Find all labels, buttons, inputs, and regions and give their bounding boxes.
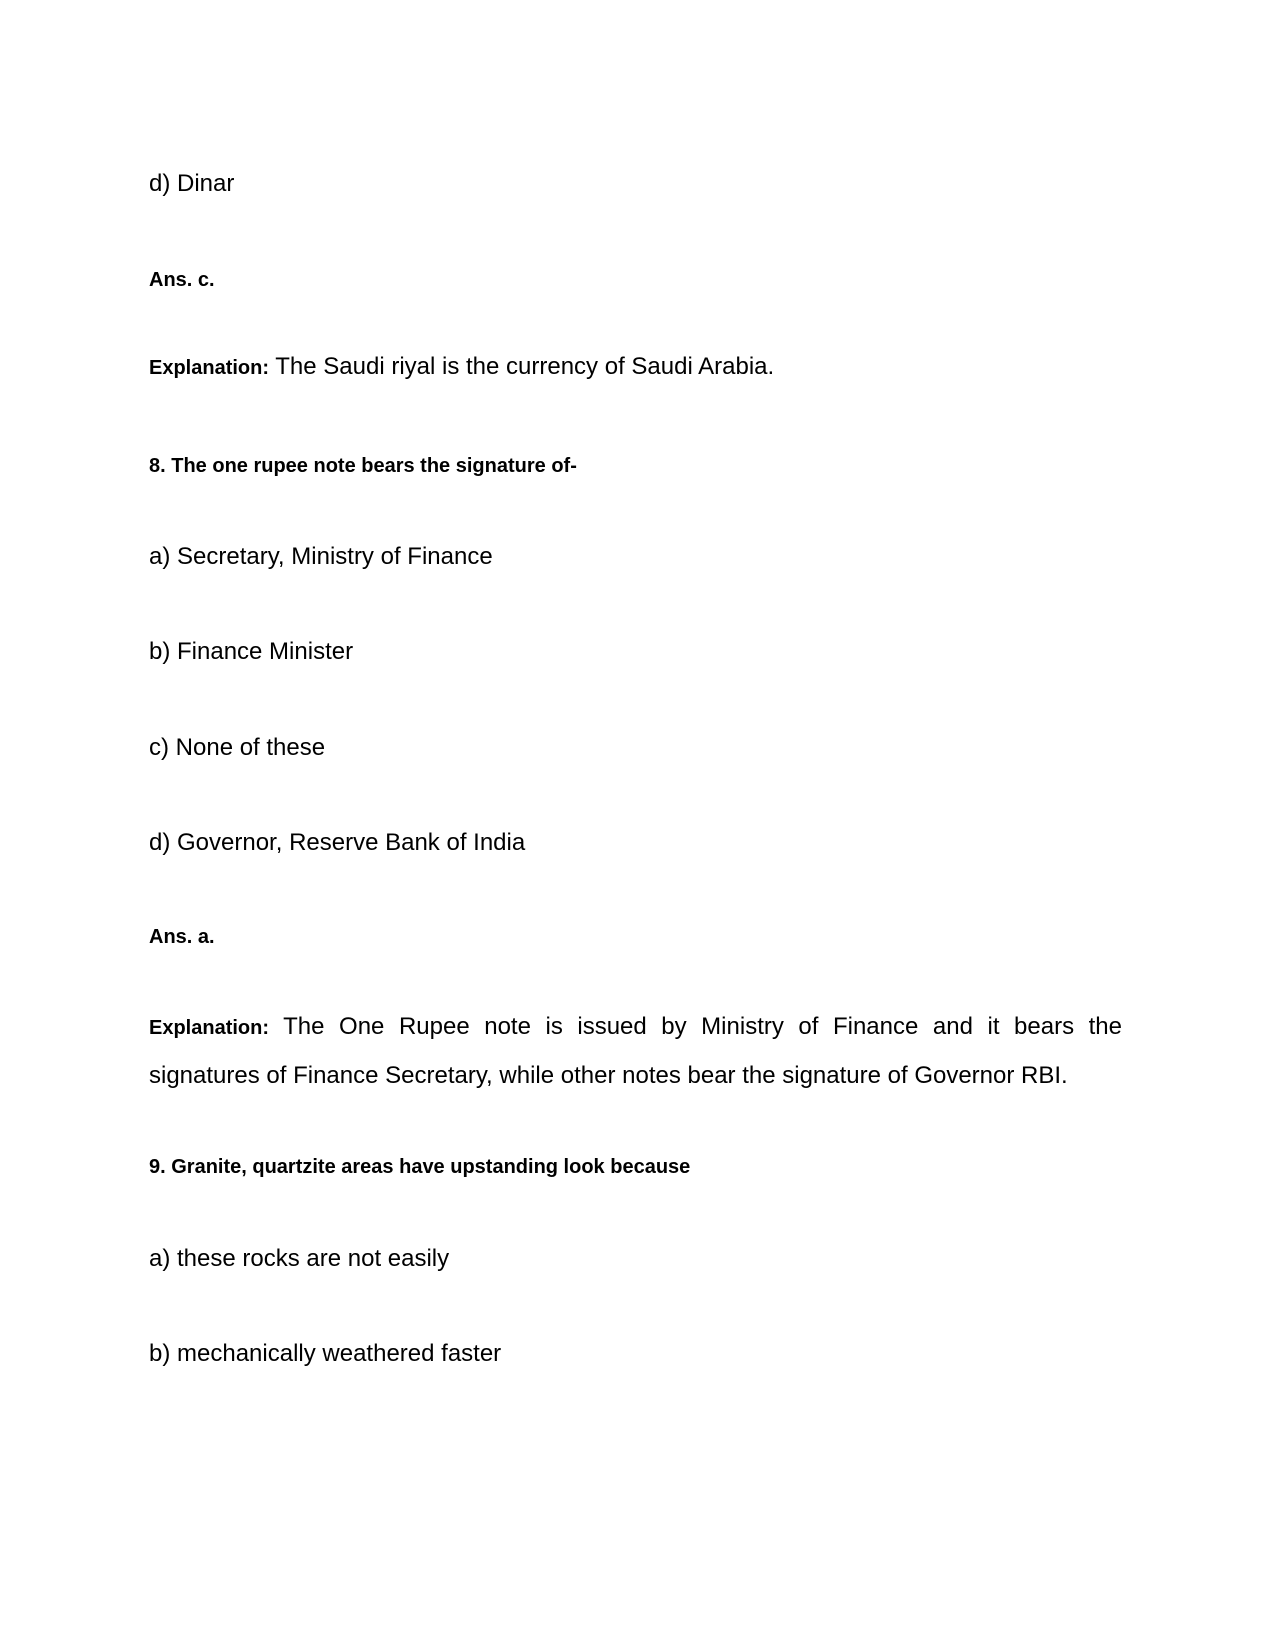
q9-option-a: a) these rocks are not easily (149, 1245, 450, 1272)
q8-option-a: a) Secretary, Ministry of Finance (149, 543, 493, 570)
explanation-text: The One Rupee note is issued by Ministry of Finance and it bears the signatures of Finance Secretary, while other notes bear the signature of Governor RBI. (149, 1013, 1122, 1089)
q8-question: 8. The one rupee note bears the signature of- (149, 455, 577, 477)
explanation-label: Explanation: (149, 357, 270, 379)
q8-answer: Ans. a. (149, 926, 215, 948)
q8-option-c: c) None of these (149, 734, 326, 761)
q7-option-d: d) Dinar (149, 170, 235, 197)
q7-answer: Ans. c. (149, 269, 215, 291)
explanation-label: Explanation: (149, 1017, 270, 1039)
q8-option-b: b) Finance Minister (149, 638, 354, 665)
explanation-text: The Saudi riyal is the currency of Saudi Arabia. (269, 353, 775, 380)
q9-option-b: b) mechanically weathered faster (149, 1340, 502, 1367)
q9-question: 9. Granite, quartzite areas have upstanding look because (149, 1156, 691, 1178)
q7-explanation (149, 353, 774, 381)
q8-explanation (149, 1003, 1122, 1099)
q8-option-d: d) Governor, Reserve Bank of India (149, 829, 526, 856)
